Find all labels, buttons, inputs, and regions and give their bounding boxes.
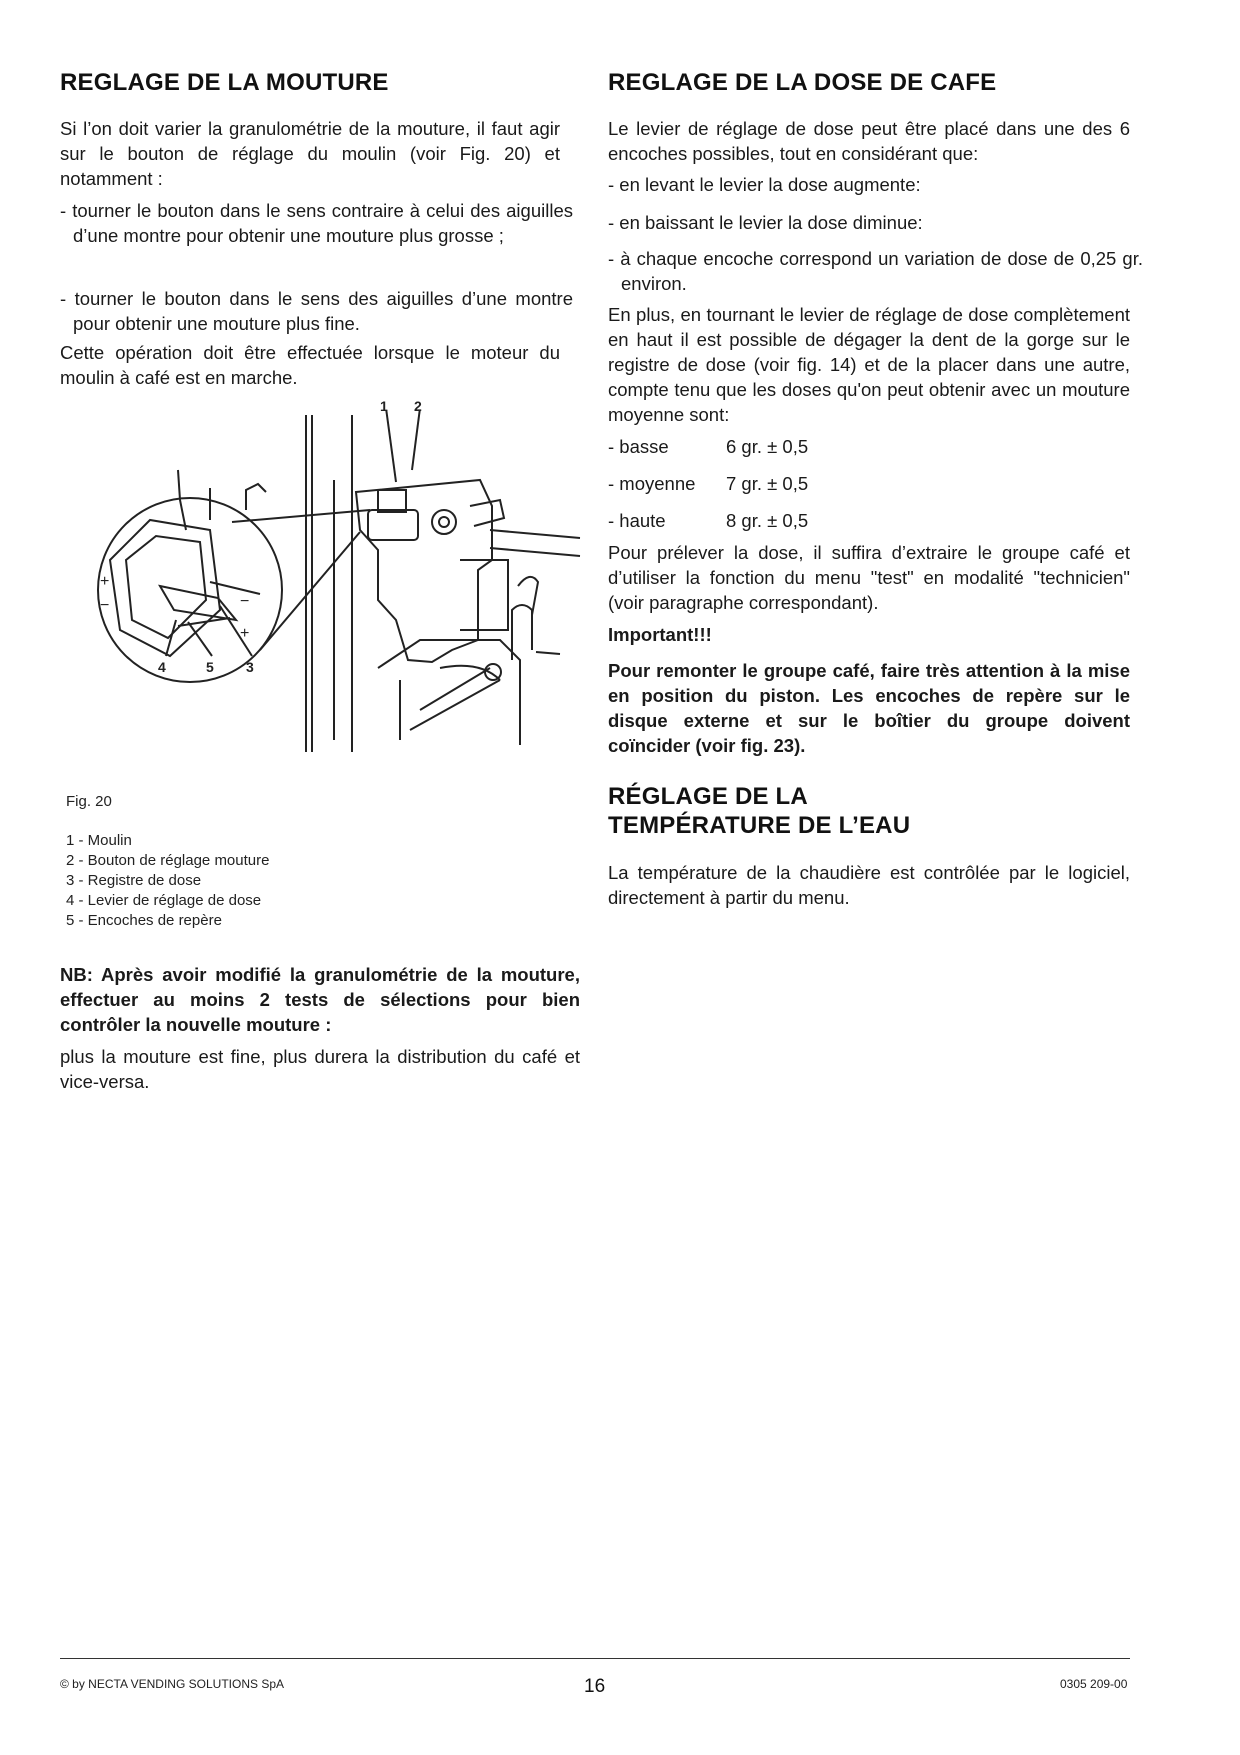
page-number: 16: [584, 1676, 606, 1697]
section-title-temperature: [608, 782, 910, 840]
dose-row-haute: [608, 508, 808, 533]
important-heading: Important!!!: [608, 624, 712, 645]
legend-item: 4 - Levier de réglage de dose: [66, 892, 262, 909]
footer-divider: [60, 1658, 1130, 1659]
dose-row-basse: [608, 434, 808, 459]
legend-item: 3 - Registre de dose: [66, 872, 202, 889]
paragraph-boiler-temperature: La température de la chaudière est contrôlée par le logiciel, directement à partir du menu.: [608, 862, 1130, 908]
fig-20-illustration: [60, 410, 590, 760]
svg-text:+: +: [240, 625, 250, 642]
dose-value: 6 gr. ± 0,5: [726, 436, 809, 457]
paragraph-fine-grind: plus la mouture est fine, plus durera la distribution du café et vice-versa.: [60, 1046, 580, 1092]
svg-text:−: −: [100, 597, 110, 614]
bullet-counterclockwise: - tourner le bouton dans le sens contraire à celui des aiguilles d’une montre pour obtenir une mouture plus grosse ;: [60, 200, 573, 246]
bullet-clockwise: - tourner le bouton dans le sens des aiguilles d’une montre pour obtenir une mouture plus fine.: [60, 288, 573, 334]
legend-item: 5 - Encoches de repère: [66, 912, 222, 929]
footer-copyright: © by NECTA VENDING SOLUTIONS SpA: [60, 1677, 285, 1691]
paragraph-sample-dose: Pour prélever la dose, il suffira d’extraire le groupe café et d’utiliser la fonction du menu "test" en modalité "technicien" (voir paragraphe correspondant).: [608, 542, 1130, 613]
callout-4: 4: [158, 659, 166, 675]
legend-item: 1 - Moulin: [66, 832, 132, 849]
dose-label: - haute: [608, 510, 666, 531]
svg-text:+: +: [100, 573, 110, 590]
paragraph-dose-tooth: En plus, en tournant le levier de réglage de dose complètement en haut il est possible de dégager la dent de la gorge sur le registre de dose (voir fig. 14) et de la placer dans une autre, compte tenu que les doses qu'on peut obtenir avec un mouture moyenne sont:: [608, 304, 1130, 425]
nb-note: NB: Après avoir modifié la granulométrie de la mouture, effectuer au moins 2 tests de sélections pour bien contrôler la nouvelle mouture :: [60, 964, 580, 1035]
figure-caption: Fig. 20: [66, 793, 112, 810]
paragraph-motor-running: Cette opération doit être effectuée lorsque le moteur du moulin à café est en marche.: [60, 342, 560, 388]
dose-value: 8 gr. ± 0,5: [726, 510, 809, 531]
section-title-mouture: REGLAGE DE LA MOUTURE: [60, 69, 389, 96]
temperature-title-line1: RÉGLAGE DE LA: [608, 783, 808, 810]
paragraph-intro-mouture: Si l’on doit varier la granulométrie de la mouture, il faut agir sur le bouton de réglage du moulin (voir Fig. 20) et notamment :: [60, 118, 560, 189]
paragraph-lever-notches: Le levier de réglage de dose peut être placé dans une des 6 encoches possibles, tout en considérant que:: [608, 118, 1130, 164]
important-note: Pour remonter le groupe café, faire très attention à la mise en position du piston. Les encoches de repère sur le disque externe et sur le boîtier du groupe doivent coïncider (voir fig. 23).: [608, 660, 1130, 756]
bullet-lower-lever: - en baissant le levier la dose diminue:: [608, 212, 923, 233]
bullet-raise-lever: - en levant le levier la dose augmente:: [608, 174, 921, 195]
bullet-notch-variation: - à chaque encoche correspond un variation de dose de 0,25 gr. environ.: [608, 248, 1143, 294]
callout-2-label: 2: [414, 398, 422, 414]
callout-3: 3: [246, 659, 254, 675]
dose-value: 7 gr. ± 0,5: [726, 473, 809, 494]
figure-legend: [66, 831, 269, 931]
temperature-title-line2: TEMPÉRATURE DE L’EAU: [608, 812, 911, 839]
legend-item: 2 - Bouton de réglage mouture: [66, 852, 270, 869]
dose-row-moyenne: [608, 471, 808, 496]
dose-label: - moyenne: [608, 473, 696, 494]
dose-label: - basse: [608, 436, 669, 457]
footer-doc-code: 0305 209-00: [1060, 1677, 1128, 1691]
section-title-dose: REGLAGE DE LA DOSE DE CAFE: [608, 69, 997, 96]
svg-text:−: −: [240, 593, 250, 610]
callout-1-label: 1: [380, 398, 388, 414]
callout-5: 5: [206, 659, 214, 675]
